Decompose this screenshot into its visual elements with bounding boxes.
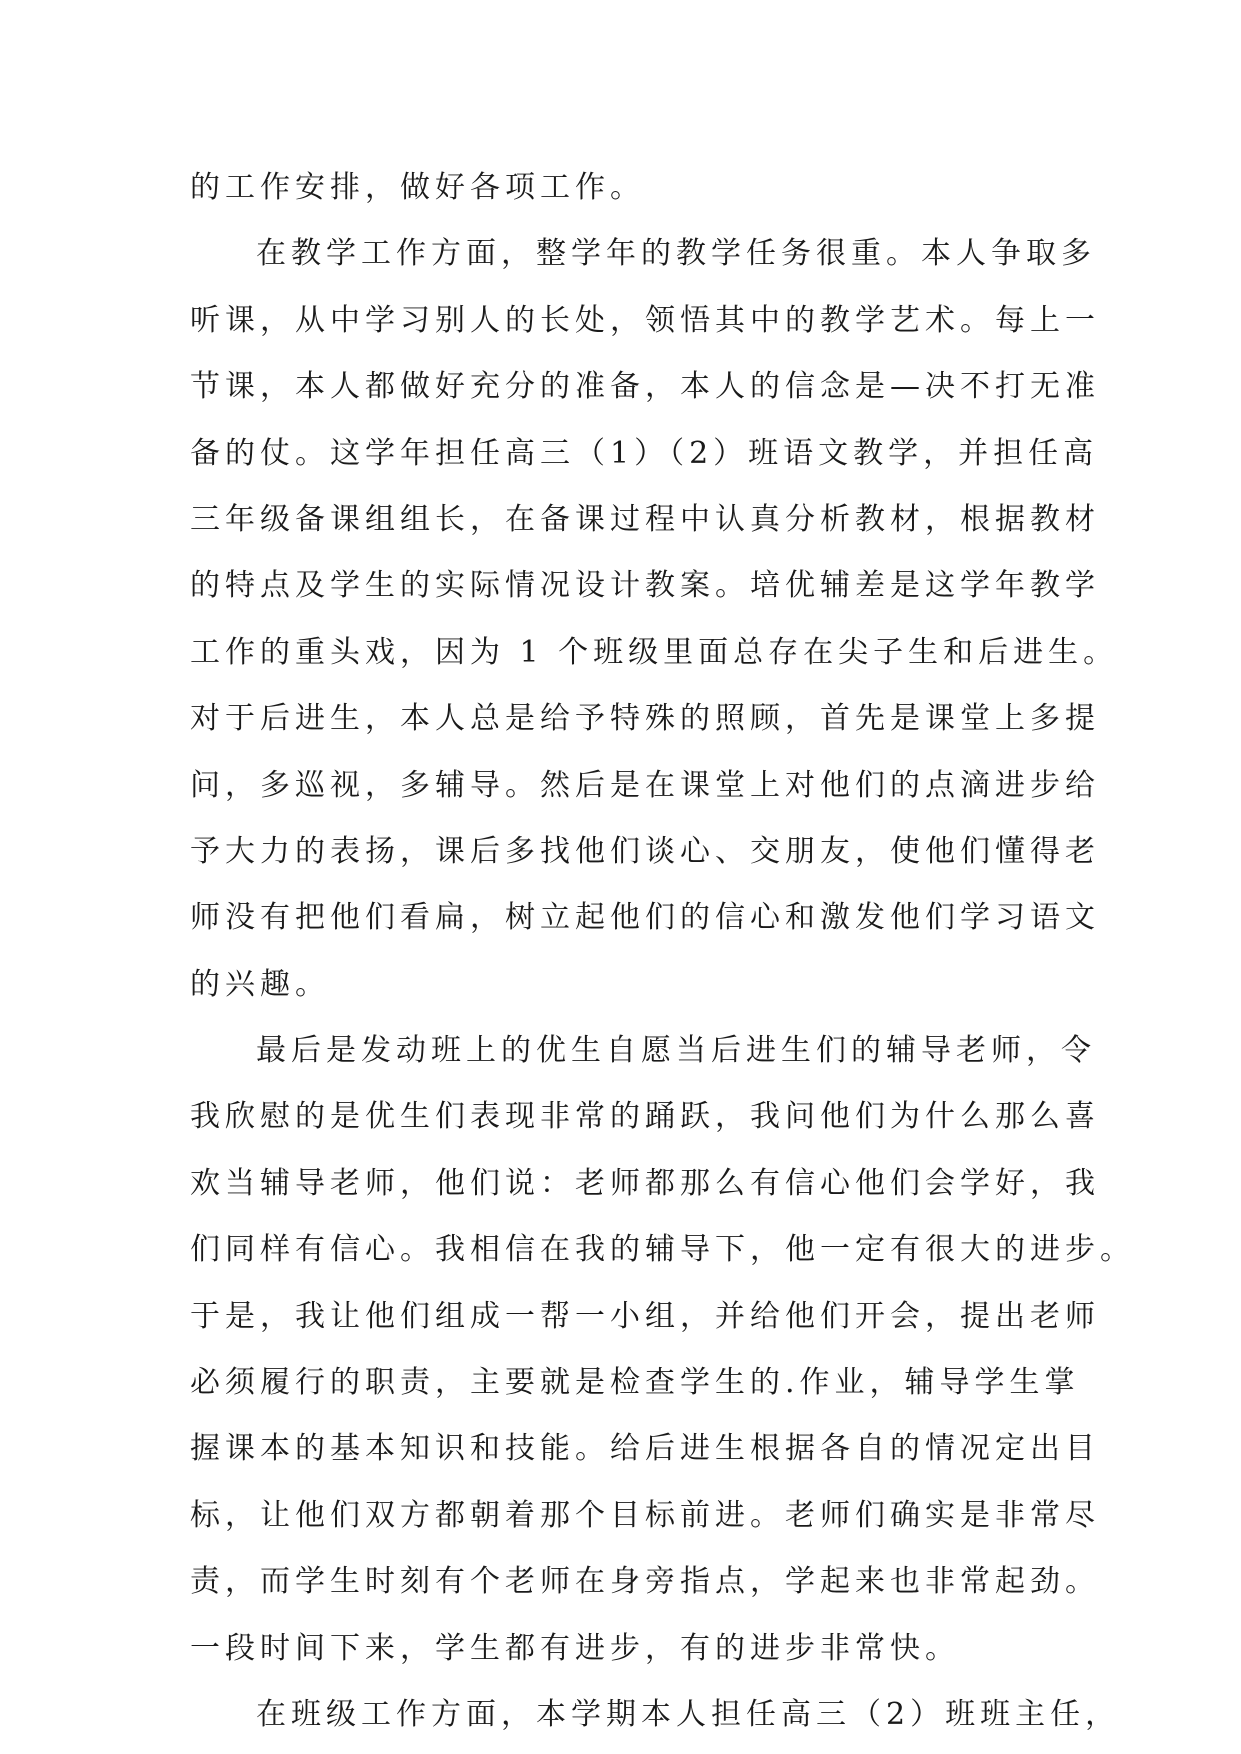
text-line: 节课，本人都做好充分的准备，本人的信念是—决不打无准 — [190, 369, 1100, 405]
text-line: 师没有把他们看扁，树立起他们的信心和激发他们学习语文 — [190, 900, 1100, 936]
text-line: 三年级备课组组长，在备课过程中认真分析教材，根据教材 — [190, 501, 1100, 537]
text-line: 责，而学生时刻有个老师在身旁指点，学起来也非常起劲。 — [190, 1564, 1100, 1600]
text-line: 标，让他们双方都朝着那个目标前进。老师们确实是非常尽 — [190, 1497, 1100, 1533]
text-line: 必须履行的职责，主要就是检查学生的.作业，辅导学生掌 — [190, 1365, 1080, 1401]
text-line: 备的仗。这学年担任高三（1）（2）班语文教学，并担任高 — [190, 435, 1099, 471]
text-line: 一段时间下来，学生都有进步，有的进步非常快。 — [190, 1630, 960, 1666]
document-body — [190, 155, 1135, 1748]
text-line: 们同样有信心。我相信在我的辅导下，他一定有很大的进步。 — [190, 1232, 1135, 1268]
text-line: 对于后进生，本人总是给予特殊的照顾，首先是课堂上多提 — [190, 701, 1100, 737]
text-line: 欢当辅导老师，他们说：老师都那么有信心他们会学好，我 — [190, 1165, 1100, 1201]
text-line: 的工作安排，做好各项工作。 — [190, 170, 645, 205]
text-line: 握课本的基本知识和技能。给后进生根据各自的情况定出目 — [190, 1431, 1100, 1467]
paragraph-first-line: 最后是发动班上的优生自愿当后进生们的辅导老师，令 — [256, 1033, 1096, 1069]
text-line: 于是，我让他们组成一帮一小组，并给他们开会，提出老师 — [190, 1298, 1100, 1334]
text-line: 听课，从中学习别人的长处，领悟其中的教学艺术。每上一 — [190, 302, 1100, 338]
text-line: 予大力的表扬，课后多找他们谈心、交朋友，使他们懂得老 — [190, 833, 1100, 869]
text-line: 工作的重头戏，因为 1 个班级里面总存在尖子生和后进生。 — [190, 634, 1119, 670]
paragraph-first-line: 在班级工作方面，本学期本人担任高三（2）班班主任， — [256, 1696, 1121, 1732]
text-line: 的特点及学生的实际情况设计教案。培优辅差是这学年教学 — [190, 568, 1100, 604]
paragraph-first-line: 在教学工作方面，整学年的教学任务很重。本人争取多 — [256, 236, 1096, 272]
text-line: 我欣慰的是优生们表现非常的踊跃，我问他们为什么那么喜 — [190, 1099, 1100, 1135]
text-line: 问，多巡视，多辅导。然后是在课堂上对他们的点滴进步给 — [190, 767, 1100, 803]
text-line: 的兴趣。 — [190, 966, 330, 1002]
